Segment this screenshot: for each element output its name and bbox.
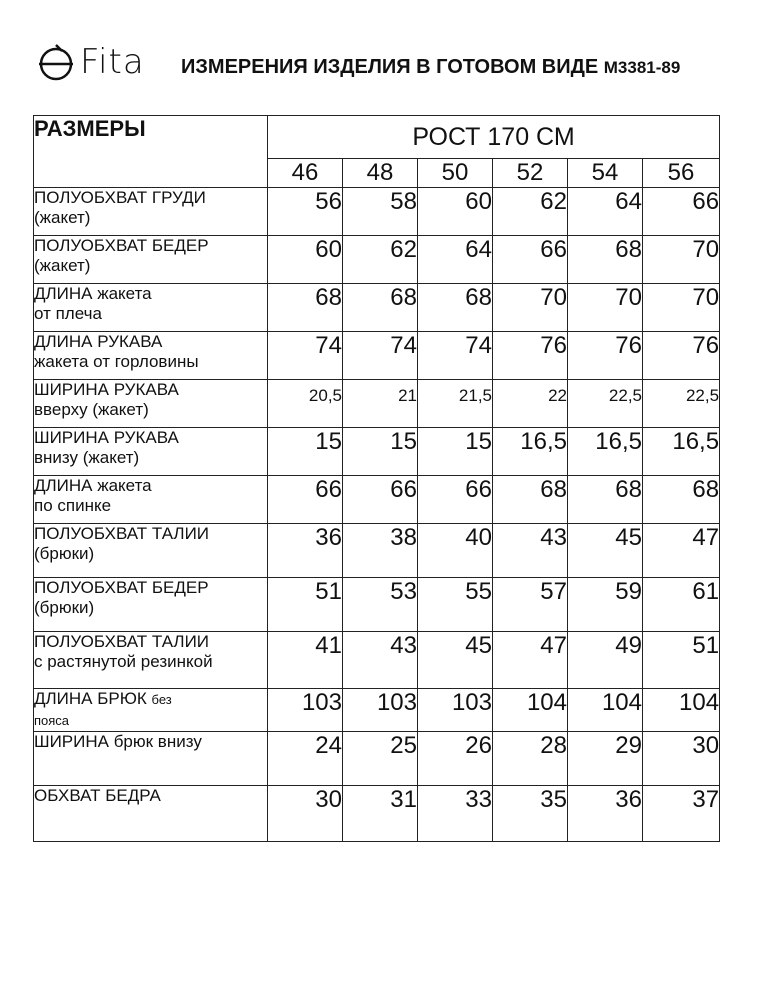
measure-value: 38 xyxy=(343,524,418,578)
measure-value: 51 xyxy=(643,632,720,689)
measure-subname: от плеча xyxy=(34,304,102,323)
measure-value: 68 xyxy=(418,284,493,332)
measure-value: 16,5 xyxy=(493,428,568,476)
measure-value: 31 xyxy=(343,786,418,842)
table-row xyxy=(34,188,720,236)
measure-name: ДЛИНА жакета xyxy=(34,476,152,495)
measure-value: 15 xyxy=(418,428,493,476)
measure-name: ПОЛУОБХВАТ БЕДЕР xyxy=(34,578,209,597)
measure-value: 104 xyxy=(568,689,643,732)
table-row xyxy=(34,732,720,786)
measure-value: 28 xyxy=(493,732,568,786)
measure-subname: пояса xyxy=(34,713,70,728)
size-column-header: 54 xyxy=(568,159,643,188)
measure-value: 15 xyxy=(343,428,418,476)
measure-value: 66 xyxy=(418,476,493,524)
measure-value: 66 xyxy=(643,188,720,236)
measure-value: 21 xyxy=(343,380,418,428)
measure-subname: вверху (жакет) xyxy=(34,400,149,419)
measure-value: 60 xyxy=(268,236,343,284)
measure-value: 68 xyxy=(568,476,643,524)
measure-name: ШИРИНА РУКАВА xyxy=(34,428,179,447)
measure-name: ШИРИНА брюк внизу xyxy=(34,732,202,751)
measure-value: 74 xyxy=(343,332,418,380)
logo-text: Fita xyxy=(80,42,145,82)
measure-name: ДЛИНА БРЮК xyxy=(34,689,147,708)
size-table xyxy=(33,115,720,842)
measure-value: 22 xyxy=(493,380,568,428)
measure-value: 55 xyxy=(418,578,493,632)
measure-value: 15 xyxy=(268,428,343,476)
table-row xyxy=(34,428,720,476)
measure-value: 66 xyxy=(268,476,343,524)
measure-value: 51 xyxy=(268,578,343,632)
title-text: ИЗМЕРЕНИЯ ИЗДЕЛИЯ В ГОТОВОМ ВИДЕ xyxy=(181,56,599,78)
row-label xyxy=(34,380,268,428)
measure-value: 20,5 xyxy=(268,380,343,428)
measure-subname: по спинке xyxy=(34,496,112,515)
measure-value: 47 xyxy=(643,524,720,578)
measure-value: 22,5 xyxy=(568,380,643,428)
page-title xyxy=(181,56,680,79)
table-row xyxy=(34,786,720,842)
measure-subname: жакета от горловины xyxy=(34,352,199,371)
measure-value: 61 xyxy=(643,578,720,632)
measure-value: 70 xyxy=(493,284,568,332)
measure-value: 36 xyxy=(268,524,343,578)
page-header xyxy=(36,38,756,90)
measure-subname: внизу (жакет) xyxy=(34,448,140,467)
size-column-header: 46 xyxy=(268,159,343,188)
measure-subname: с растянутой резинкой xyxy=(34,652,213,671)
measure-value: 58 xyxy=(343,188,418,236)
measure-value: 24 xyxy=(268,732,343,786)
measure-name: ОБХВАТ БЕДРА xyxy=(34,786,161,805)
measure-value: 70 xyxy=(643,284,720,332)
measure-value: 59 xyxy=(568,578,643,632)
measure-name: ПОЛУОБХВАТ ГРУДИ xyxy=(34,188,206,207)
measure-value: 68 xyxy=(343,284,418,332)
table-row xyxy=(34,284,720,332)
row-label xyxy=(34,284,268,332)
table-row xyxy=(34,476,720,524)
measure-value: 49 xyxy=(568,632,643,689)
measure-subname: (жакет) xyxy=(34,208,91,227)
table-row xyxy=(34,236,720,284)
table-row xyxy=(34,578,720,632)
row-label xyxy=(34,732,268,786)
measure-name: ПОЛУОБХВАТ БЕДЕР xyxy=(34,236,209,255)
measure-value: 53 xyxy=(343,578,418,632)
measure-name: ПОЛУОБХВАТ ТАЛИИ xyxy=(34,632,210,651)
row-label xyxy=(34,188,268,236)
measure-name: ШИРИНА РУКАВА xyxy=(34,380,179,399)
brand-logo xyxy=(36,38,145,86)
table-row xyxy=(34,524,720,578)
measure-value: 104 xyxy=(643,689,720,732)
measure-value: 21,5 xyxy=(418,380,493,428)
measure-value: 68 xyxy=(268,284,343,332)
measure-value: 68 xyxy=(643,476,720,524)
row-label xyxy=(34,632,268,689)
table-row xyxy=(34,332,720,380)
measure-name: ДЛИНА жакета xyxy=(34,284,152,303)
measure-subname: (брюки) xyxy=(34,598,95,617)
measure-value: 70 xyxy=(643,236,720,284)
measure-value: 76 xyxy=(643,332,720,380)
measure-value: 68 xyxy=(493,476,568,524)
measure-value: 74 xyxy=(268,332,343,380)
measure-value: 103 xyxy=(268,689,343,732)
measure-value: 43 xyxy=(343,632,418,689)
row-label xyxy=(34,524,268,578)
table-row xyxy=(34,689,720,732)
measure-value: 76 xyxy=(493,332,568,380)
measure-value: 68 xyxy=(568,236,643,284)
measure-subname: (жакет) xyxy=(34,256,91,275)
measure-value: 104 xyxy=(493,689,568,732)
measure-value: 47 xyxy=(493,632,568,689)
measure-value: 30 xyxy=(268,786,343,842)
measure-value: 30 xyxy=(643,732,720,786)
measure-value: 70 xyxy=(568,284,643,332)
measure-value: 103 xyxy=(418,689,493,732)
measure-value: 41 xyxy=(268,632,343,689)
measure-value: 29 xyxy=(568,732,643,786)
measure-value: 57 xyxy=(493,578,568,632)
measure-subname: (брюки) xyxy=(34,544,95,563)
measure-value: 35 xyxy=(493,786,568,842)
measure-value: 56 xyxy=(268,188,343,236)
measure-value: 25 xyxy=(343,732,418,786)
measure-value: 60 xyxy=(418,188,493,236)
height-header: РОСТ 170 СМ xyxy=(268,116,720,159)
row-label xyxy=(34,236,268,284)
measure-value: 66 xyxy=(343,476,418,524)
measure-value: 33 xyxy=(418,786,493,842)
measure-value: 16,5 xyxy=(568,428,643,476)
row-label xyxy=(34,689,268,732)
measure-name-small: без xyxy=(151,692,172,707)
size-column-header: 52 xyxy=(493,159,568,188)
measure-value: 36 xyxy=(568,786,643,842)
row-label xyxy=(34,428,268,476)
row-label xyxy=(34,578,268,632)
measure-value: 64 xyxy=(568,188,643,236)
measure-value: 62 xyxy=(493,188,568,236)
measure-value: 45 xyxy=(568,524,643,578)
table-row xyxy=(34,632,720,689)
measure-value: 26 xyxy=(418,732,493,786)
table-row xyxy=(34,380,720,428)
size-column-header: 48 xyxy=(343,159,418,188)
measure-value: 43 xyxy=(493,524,568,578)
model-code: М3381-89 xyxy=(603,58,681,77)
measure-value: 16,5 xyxy=(643,428,720,476)
row-label xyxy=(34,332,268,380)
measure-name: ДЛИНА РУКАВА xyxy=(34,332,163,351)
measure-value: 66 xyxy=(493,236,568,284)
row-label xyxy=(34,786,268,842)
measure-value: 37 xyxy=(643,786,720,842)
measure-value: 64 xyxy=(418,236,493,284)
measure-value: 40 xyxy=(418,524,493,578)
size-column-header: 56 xyxy=(643,159,720,188)
measure-value: 45 xyxy=(418,632,493,689)
measure-value: 76 xyxy=(568,332,643,380)
measure-value: 22,5 xyxy=(643,380,720,428)
measure-value: 62 xyxy=(343,236,418,284)
measure-value: 103 xyxy=(343,689,418,732)
row-label xyxy=(34,476,268,524)
sizes-header: РАЗМЕРЫ xyxy=(34,116,268,188)
measure-value: 74 xyxy=(418,332,493,380)
measure-name: ПОЛУОБХВАТ ТАЛИИ xyxy=(34,524,210,543)
fita-logo-icon xyxy=(36,42,76,82)
size-column-header: 50 xyxy=(418,159,493,188)
